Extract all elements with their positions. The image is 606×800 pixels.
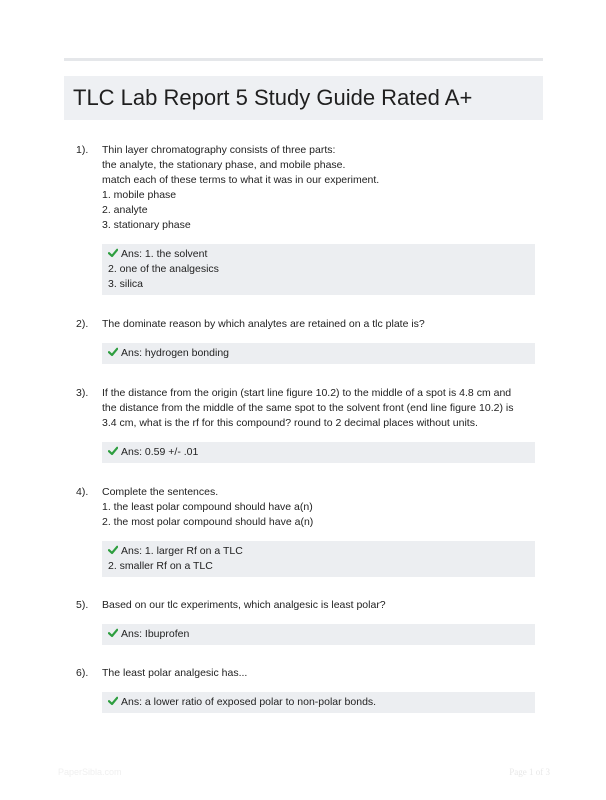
answer-line — [108, 247, 529, 262]
question-text — [102, 485, 538, 530]
question-line: Thin layer chromatography consists of three parts: — [102, 144, 336, 156]
question-line: 3. stationary phase — [102, 219, 191, 231]
answer-line — [108, 445, 529, 460]
check-icon — [108, 248, 118, 258]
question-5 — [64, 598, 543, 648]
question-line: If the distance from the origin (start line figure 10.2) to the middle of a spot is 4.8 cm and — [102, 387, 512, 399]
question-line: 2. the most polar compound should have a(n) — [102, 516, 314, 528]
answer-line: 2. smaller Rf on a TLC — [108, 560, 213, 572]
question-number: 4). — [76, 486, 89, 498]
question-number: 3). — [76, 387, 89, 399]
question-text — [102, 386, 538, 431]
question-number: 6). — [76, 667, 89, 679]
answer-box — [102, 442, 535, 463]
answer-box — [102, 692, 535, 713]
question-text — [102, 666, 538, 681]
question-number: 5). — [76, 599, 89, 611]
check-icon — [108, 696, 118, 706]
question-line: The least polar analgesic has... — [102, 667, 248, 679]
question-text — [102, 143, 538, 233]
answer-text: Ans: 0.59 +/- .01 — [121, 446, 199, 458]
check-icon — [108, 347, 118, 357]
question-line: the analyte, the stationary phase, and mobile phase. — [102, 159, 346, 171]
footer-watermark: PaperSibla.com — [58, 767, 122, 777]
question-line: The dominate reason by which analytes are retained on a tlc plate is? — [102, 318, 425, 330]
question-1 — [64, 143, 543, 298]
answer-text: Ans: hydrogen bonding — [121, 347, 229, 359]
question-line: 1. the least polar compound should have a(n) — [102, 501, 313, 513]
page-number: Page 1 of 3 — [509, 767, 550, 777]
check-icon — [108, 446, 118, 456]
answer-text: Ans: Ibuprofen — [121, 628, 190, 640]
question-2 — [64, 317, 543, 367]
answer-box — [102, 541, 535, 577]
question-line: Complete the sentences. — [102, 486, 219, 498]
answer-text: Ans: 1. the solvent — [121, 248, 208, 260]
question-3 — [64, 386, 543, 466]
answer-box — [102, 244, 535, 295]
answer-text: Ans: 1. larger Rf on a TLC — [121, 545, 243, 557]
answer-line — [108, 627, 529, 642]
check-icon — [108, 545, 118, 555]
question-line: Based on our tlc experiments, which analgesic is least polar? — [102, 599, 386, 611]
top-divider — [64, 58, 543, 61]
answer-box — [102, 343, 535, 364]
answer-box — [102, 624, 535, 645]
question-text — [102, 598, 538, 613]
question-text — [102, 317, 538, 332]
answer-line — [108, 544, 529, 559]
question-line: 1. mobile phase — [102, 189, 177, 201]
question-line: 2. analyte — [102, 204, 148, 216]
answer-text: Ans: a lower ratio of exposed polar to non-polar bonds. — [121, 696, 377, 708]
question-4 — [64, 485, 543, 580]
question-line: the distance from the middle of the same spot to the solvent front (end line figure 10.2) is — [102, 402, 514, 414]
question-number: 1). — [76, 144, 89, 156]
answer-line — [108, 346, 529, 361]
answer-line — [108, 695, 529, 710]
question-6 — [64, 666, 543, 716]
answer-line: 3. silica — [108, 278, 144, 290]
page-title: TLC Lab Report 5 Study Guide Rated A+ — [73, 85, 473, 110]
check-icon — [108, 628, 118, 638]
question-line: 3.4 cm, what is the rf for this compound? round to 2 decimal places without units. — [102, 417, 478, 429]
question-number: 2). — [76, 318, 89, 330]
answer-line: 2. one of the analgesics — [108, 263, 219, 275]
title-bar — [64, 76, 543, 120]
question-line: match each of these terms to what it was in our experiment. — [102, 174, 380, 186]
